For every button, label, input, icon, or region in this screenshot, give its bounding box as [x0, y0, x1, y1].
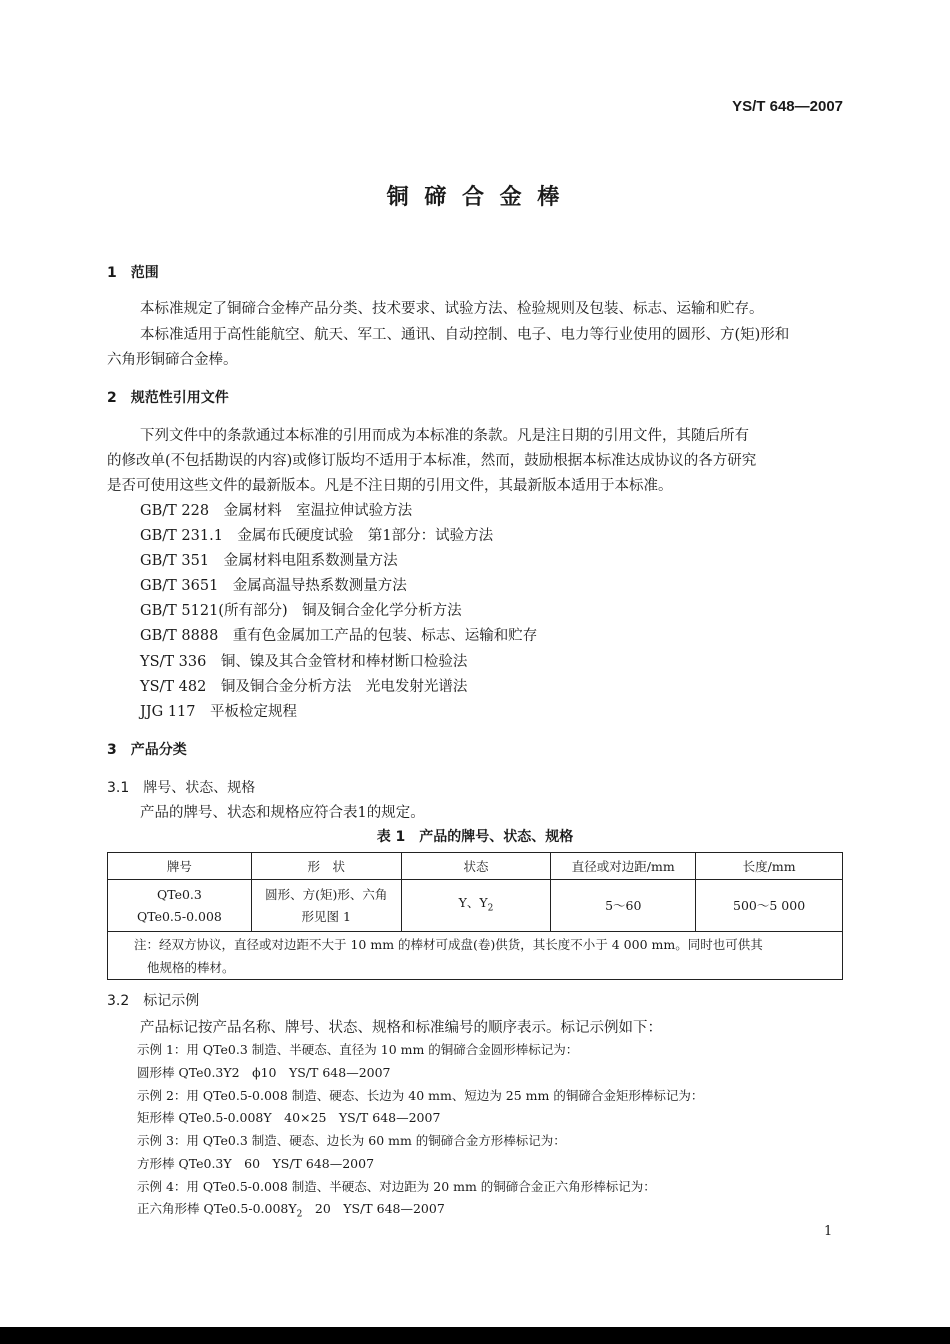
- section-3-1-paragraph: 产品的牌号、状态和规格应符合表1的规定。: [140, 805, 425, 821]
- section-3-1-heading: 3.1 牌号、状态、规格: [107, 780, 256, 796]
- temper-value: Y、Y: [458, 894, 488, 910]
- cell-shape: [251, 880, 401, 932]
- table-header-row: [108, 853, 843, 880]
- grade-1: QTe0.3: [156, 886, 202, 902]
- shape-line-2: 形见图 1: [301, 908, 351, 924]
- example-last-part-b: 20 YS/T 648—2007: [302, 1201, 445, 1216]
- page-number: 1: [824, 1224, 833, 1239]
- reference-item: GB/T 228 金属材料 室温拉伸试验方法: [140, 503, 413, 519]
- header-diameter: 直径或对边距/mm: [551, 853, 696, 880]
- reference-item: GB/T 5121(所有部分) 铜及铜合金化学分析方法: [140, 603, 462, 619]
- note-line-2: 他规格的棒材。: [147, 959, 235, 975]
- shape-line-1: 圆形、方(矩)形、六角: [265, 886, 388, 902]
- reference-item: YS/T 482 铜及铜合金分析方法 光电发射光谱法: [140, 679, 468, 695]
- note-line-1: 注：经双方协议，直径或对边距不大于 10 mm 的棒材可成盘(卷)供货，其长度不小于 4 000 mm。同时也可供其: [134, 936, 763, 952]
- section-1-heading: 1 范围: [107, 265, 159, 281]
- example-line: 示例 1：用 QTe0.3 制造、半硬态、直径为 10 mm 的铜碲合金圆形棒标记为：: [137, 1042, 579, 1057]
- cell-grade: [108, 880, 252, 932]
- example-line: 矩形棒 QTe0.5-0.008Y 40×25 YS/T 648—2007: [137, 1110, 441, 1125]
- section-3-2-heading: 3.2 标记示例: [107, 993, 200, 1009]
- header-temper: 状态: [401, 853, 551, 880]
- grade-2: QTe0.5-0.008: [136, 908, 222, 924]
- table-caption: 表 1 产品的牌号、状态、规格: [376, 829, 574, 845]
- example-line: 圆形棒 QTe0.3Y2 ϕ10 YS/T 648—2007: [137, 1065, 391, 1080]
- table-row: [108, 880, 843, 932]
- reference-item: JJG 117 平板检定规程: [140, 704, 297, 720]
- reference-item: YS/T 336 铜、镍及其合金管材和棒材断口检验法: [140, 654, 468, 670]
- standard-number: YS/T 648—2007: [732, 98, 843, 115]
- cell-temper: [401, 880, 551, 932]
- page-bottom-bar: [0, 1327, 950, 1344]
- table-note: [108, 932, 843, 980]
- reference-item: GB/T 3651 金属高温导热系数测量方法: [140, 578, 407, 594]
- section-1-paragraph-2a: 本标准适用于高性能航空、航天、军工、通讯、自动控制、电子、电力等行业使用的圆形、方(矩)形和: [140, 327, 790, 343]
- section-3-2-paragraph: 产品标记按产品名称、牌号、状态、规格和标准编号的顺序表示。标记示例如下：: [140, 1020, 662, 1036]
- cell-length: 500～5 000: [696, 880, 843, 932]
- section-1-paragraph-2b: 六角形铜碲合金棒。: [107, 352, 238, 368]
- example-line: 示例 3：用 QTe0.3 制造、硬态、边长为 60 mm 的铜碲合金方形棒标记为：: [137, 1133, 566, 1148]
- example-line: 示例 4：用 QTe0.5-0.008 制造、半硬态、对边距为 20 mm 的铜碲合金正六角形棒标记为：: [137, 1179, 656, 1194]
- header-length: 长度/mm: [696, 853, 843, 880]
- header-grade: 牌号: [108, 853, 252, 880]
- section-2-paragraph-c: 是否可使用这些文件的最新版本。凡是不注日期的引用文件，其最新版本适用于本标准。: [107, 478, 673, 494]
- example-line-last: [137, 1199, 445, 1220]
- example-line: 方形棒 QTe0.3Y 60 YS/T 648—2007: [137, 1156, 375, 1171]
- reference-item: GB/T 8888 重有色金属加工产品的包装、标志、运输和贮存: [140, 628, 538, 644]
- section-2-paragraph-a: 下列文件中的条款通过本标准的引用而成为本标准的条款。凡是注日期的引用文件，其随后所有: [140, 428, 749, 444]
- document-title: 铜 碲 合 金 棒: [386, 184, 564, 210]
- product-spec-table: [107, 852, 843, 980]
- cell-diameter: 5～60: [551, 880, 696, 932]
- example-last-subscript: 2: [296, 1209, 303, 1220]
- example-line: 示例 2：用 QTe0.5-0.008 制造、硬态、长边为 40 mm、短边为 25 mm 的铜碲合金矩形棒标记为：: [137, 1088, 704, 1103]
- table-note-row: [108, 932, 843, 980]
- example-last-part-a: 正六角形棒 QTe0.5-0.008Y: [137, 1201, 297, 1216]
- header-shape: 形 状: [251, 853, 401, 880]
- section-1-paragraph-1: 本标准规定了铜碲合金棒产品分类、技术要求、试验方法、检验规则及包装、标志、运输和贮存。: [140, 301, 764, 317]
- reference-item: GB/T 351 金属材料电阻系数测量方法: [140, 553, 398, 569]
- section-2-paragraph-b: 的修改单(不包括勘误的内容)或修订版均不适用于本标准，然而，鼓励根据本标准达成协议的各方研究: [107, 453, 757, 469]
- temper-subscript: 2: [487, 903, 494, 914]
- reference-item: GB/T 231.1 金属布氏硬度试验 第1部分：试验方法: [140, 528, 494, 544]
- section-2-heading: 2 规范性引用文件: [107, 390, 229, 406]
- section-3-heading: 3 产品分类: [107, 742, 187, 758]
